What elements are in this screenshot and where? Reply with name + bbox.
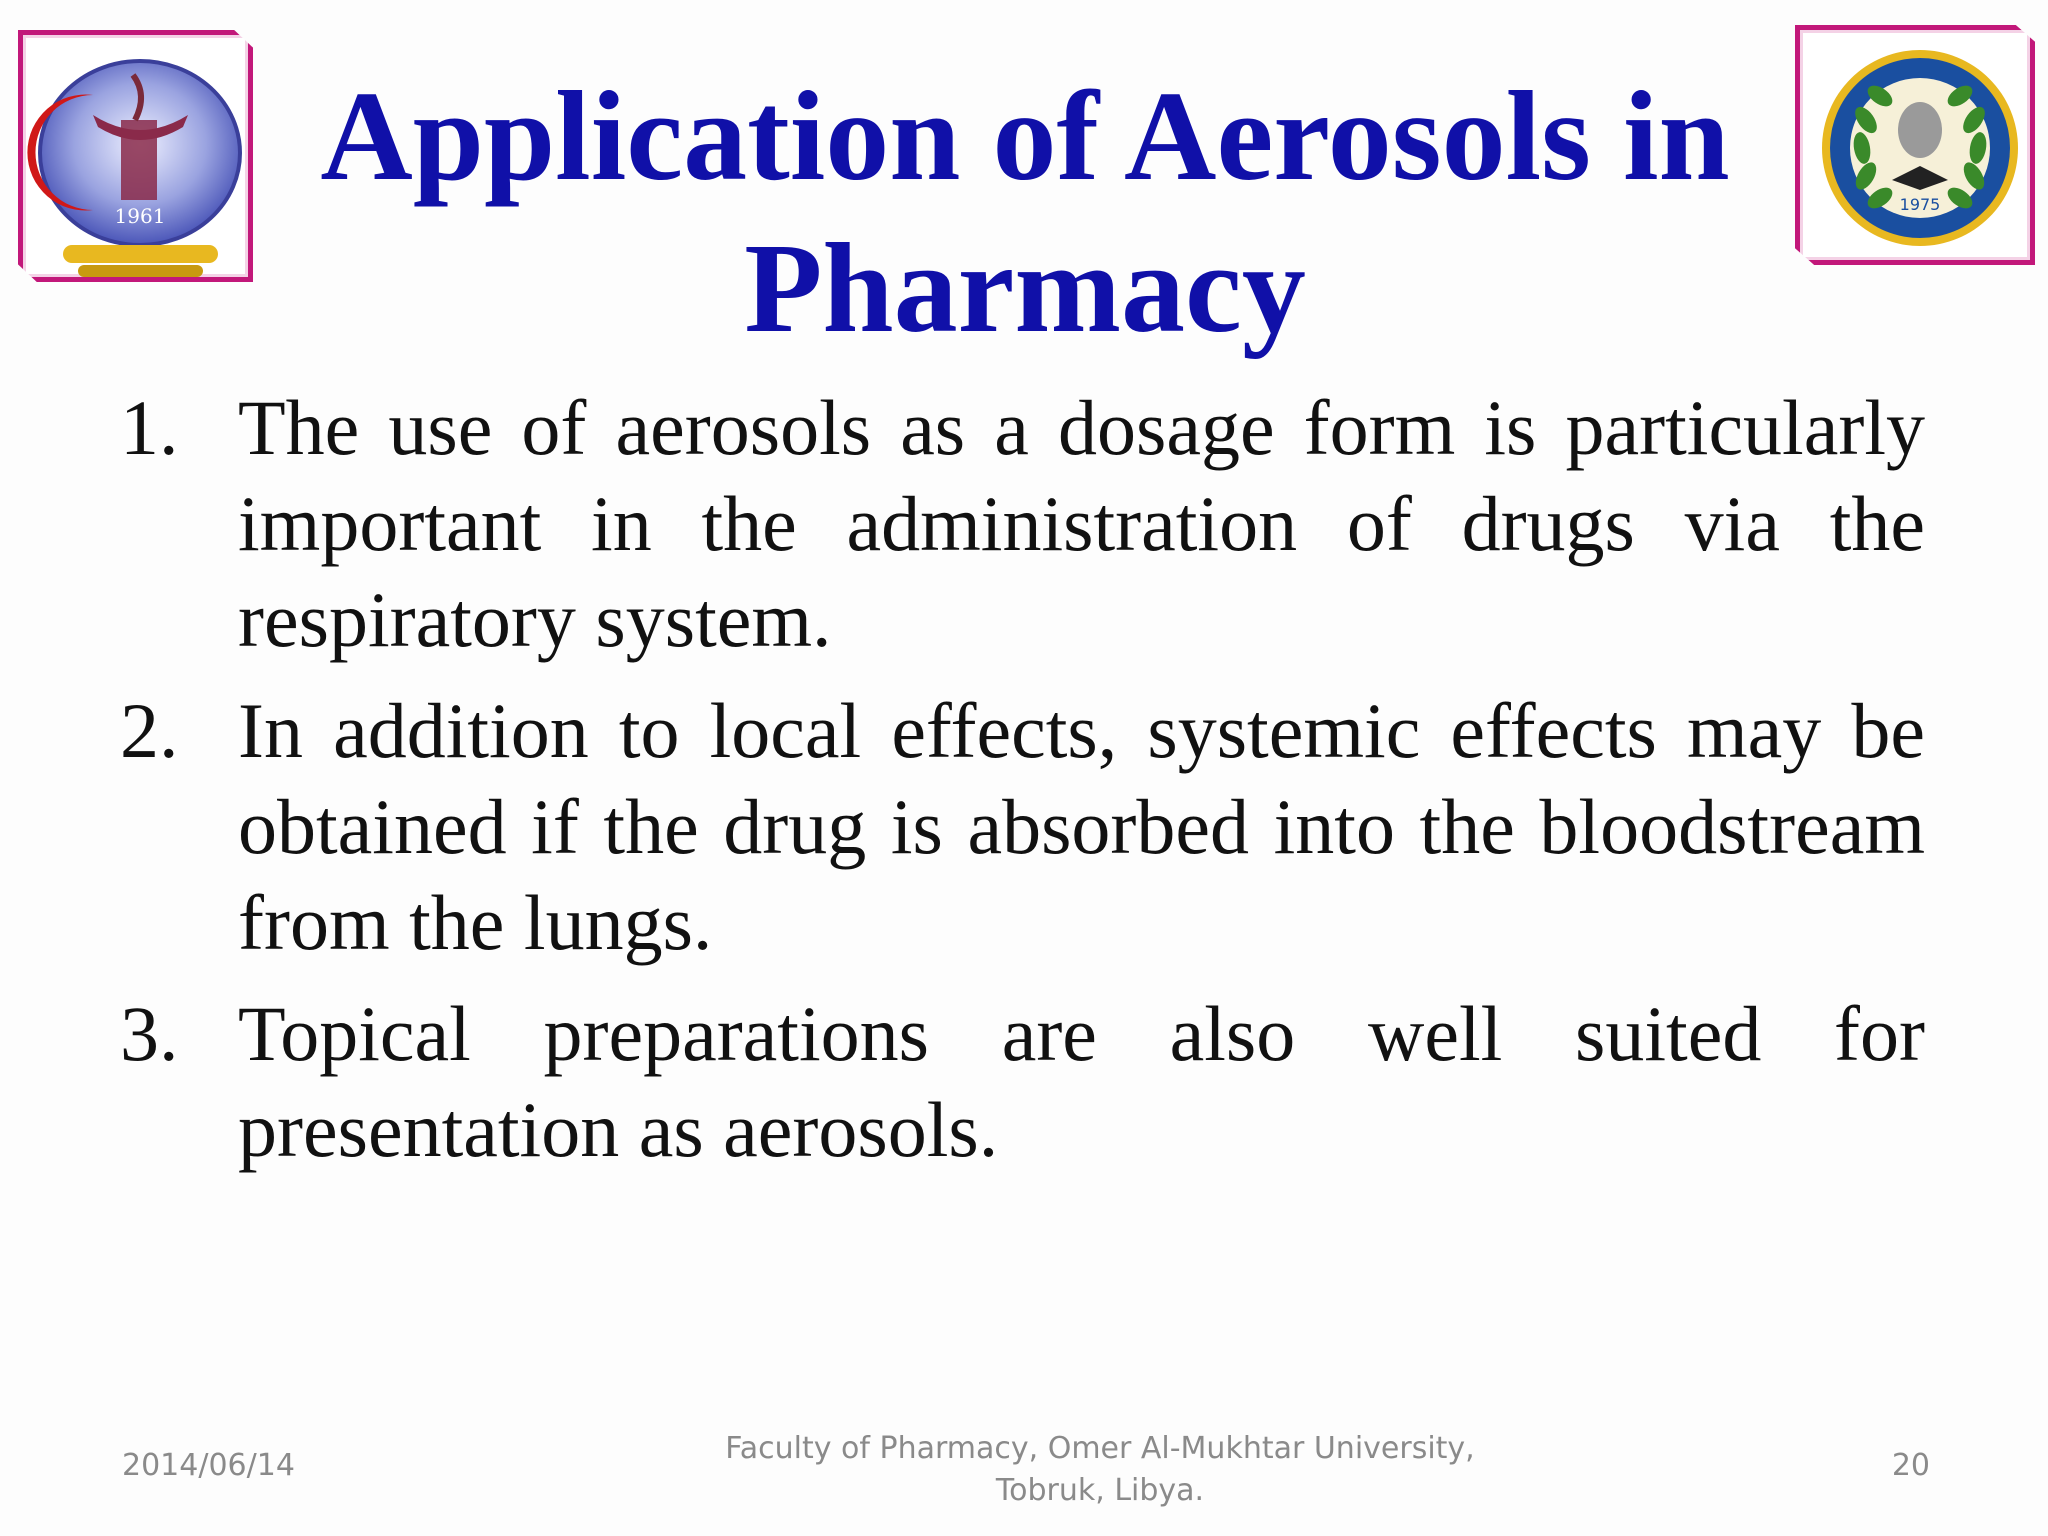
svg-text:1961: 1961 <box>114 204 166 228</box>
list-item-text: In addition to local effects, systemic effects may be obtained if the drug is absorbed into the bloodstream from the lungs. <box>238 687 1925 966</box>
svg-text:1975: 1975 <box>1899 195 1941 214</box>
footer-institution-line1: Faculty of Pharmacy, Omer Al-Mukhtar University, <box>725 1431 1475 1466</box>
list-item <box>120 380 1925 668</box>
page-number: 20 <box>1891 1448 1930 1483</box>
list-item <box>120 683 1925 971</box>
list-item-text: Topical preparations are also well suited for presentation as aerosols. <box>238 990 1925 1173</box>
list-item-text: The use of aerosols as a dosage form is particularly important in the administration of drugs via the respiratory system. <box>238 384 1925 663</box>
slide-title: Application of Aerosols in Pharmacy <box>320 65 1730 359</box>
list-item-number: 3. <box>120 990 179 1077</box>
content-list <box>120 380 1925 1193</box>
list-item <box>120 986 1925 1178</box>
list-item-number: 2. <box>120 687 179 774</box>
faculty-logo <box>18 30 253 282</box>
university-logo <box>1795 25 2035 265</box>
faculty-emblem-icon <box>23 35 258 287</box>
university-seal-icon <box>1800 30 2040 270</box>
footer-institution-line2: Tobruk, Libya. <box>995 1473 1205 1508</box>
list-item-number: 1. <box>120 384 179 471</box>
footer-institution <box>660 1428 1540 1512</box>
footer-date: 2014/06/14 <box>122 1448 295 1483</box>
